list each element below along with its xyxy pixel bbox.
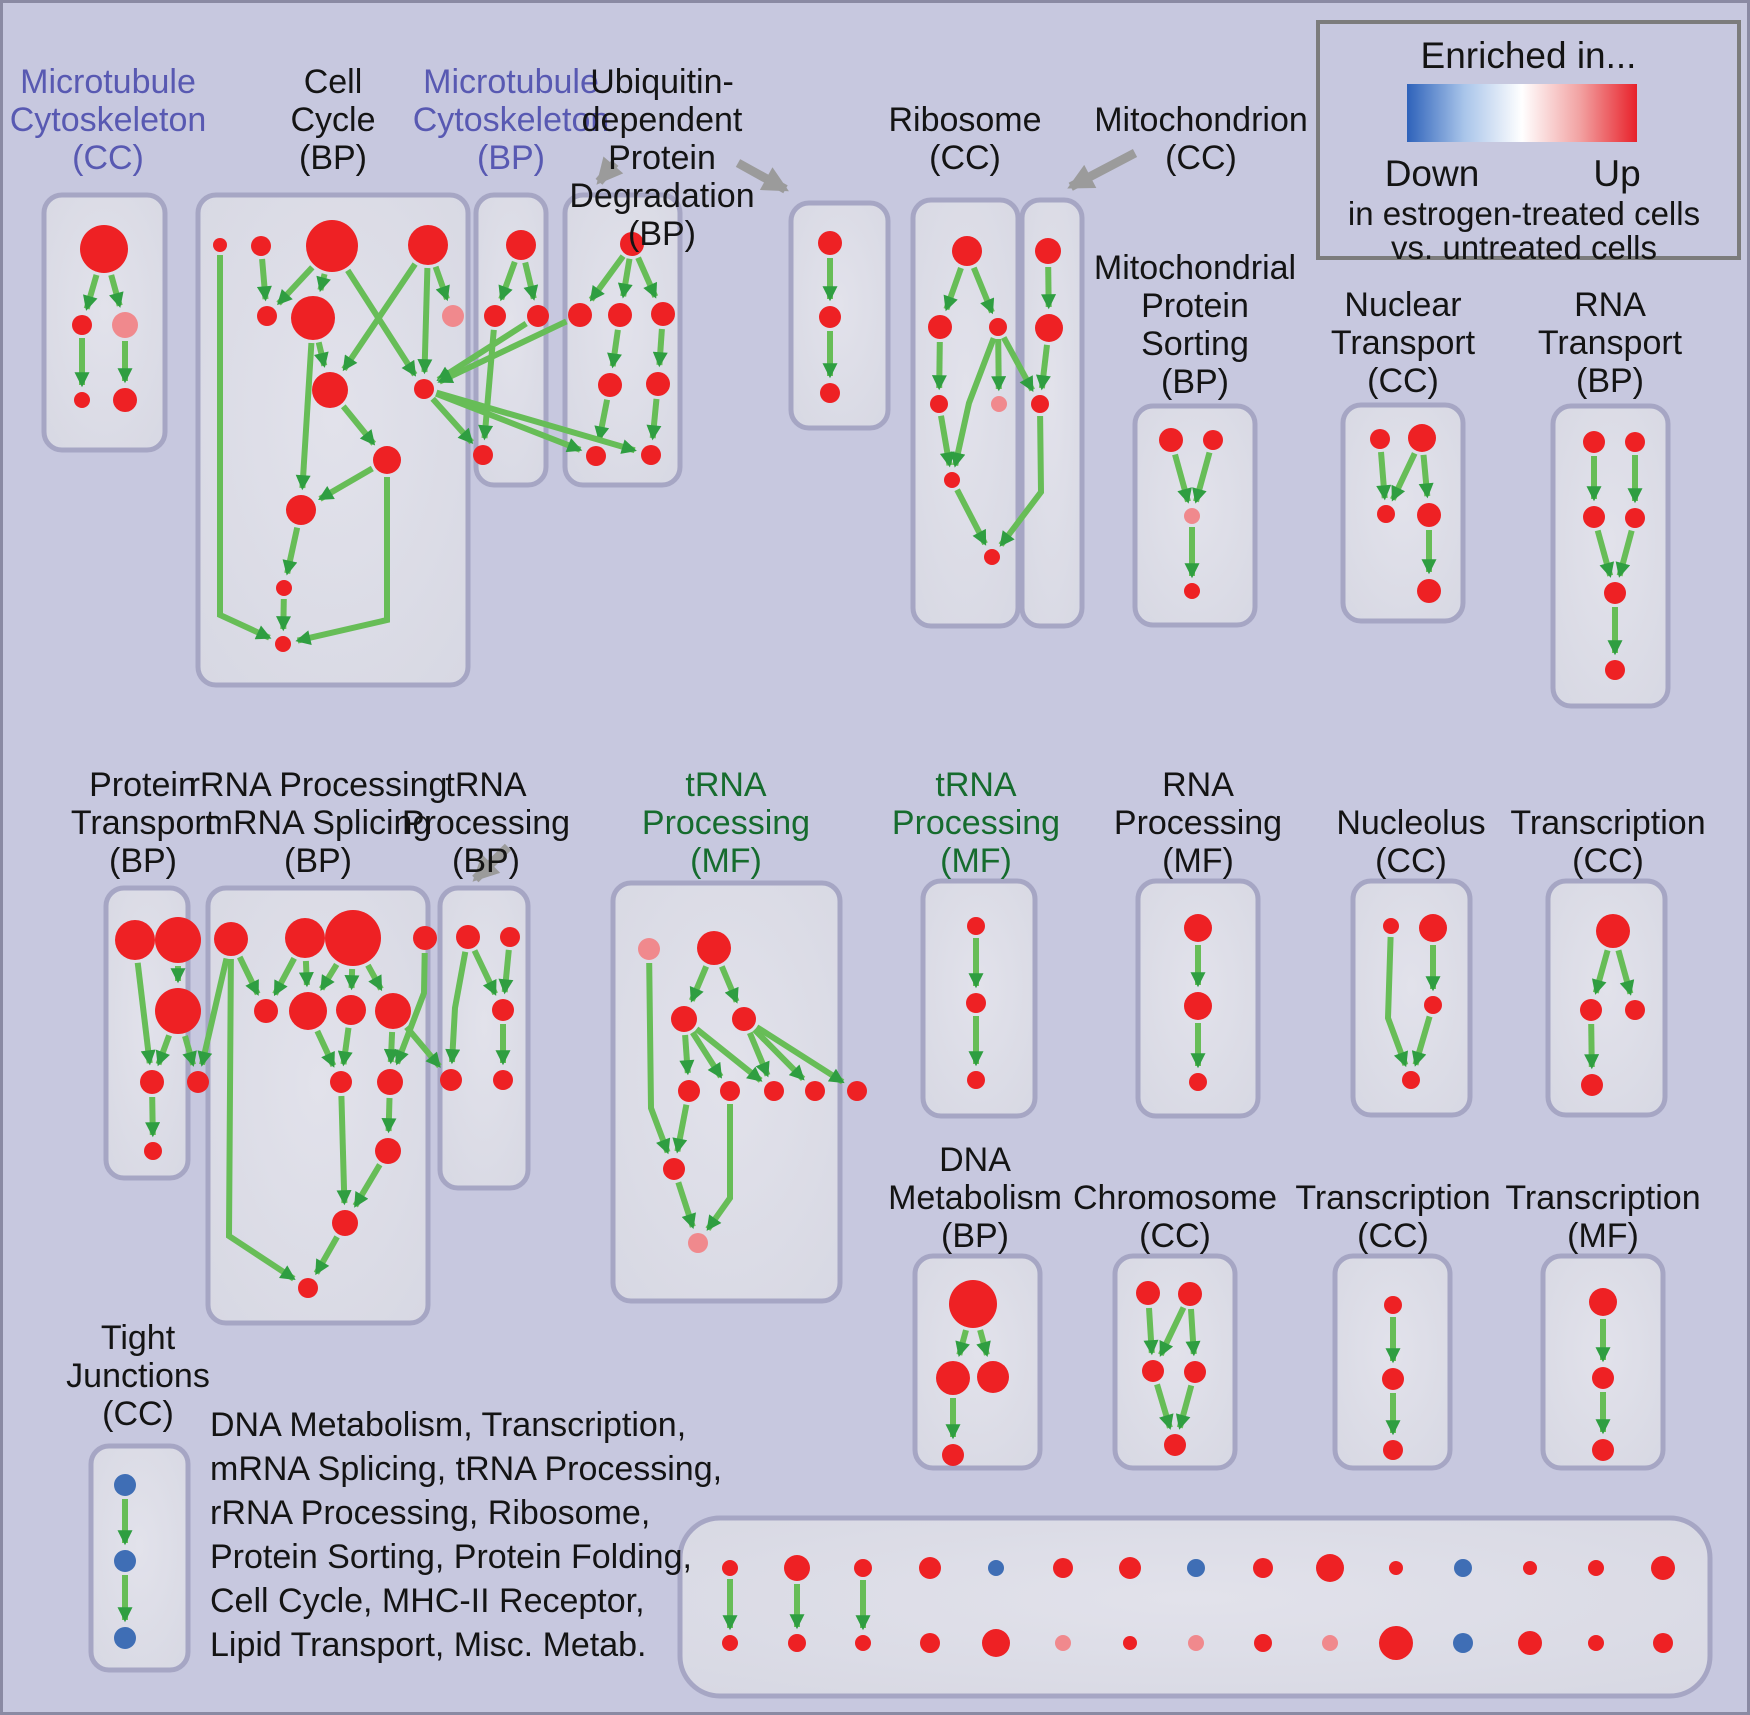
trna-mf-a-node-4 bbox=[678, 1080, 700, 1102]
misc-annotation-line: Cell Cycle, MHC-II Receptor, bbox=[210, 1582, 645, 1620]
shared-terms-node-4 bbox=[988, 1560, 1004, 1576]
shared-terms-node-21 bbox=[1123, 1636, 1137, 1650]
shared-terms-node-29 bbox=[1653, 1633, 1673, 1653]
rrna-mrna-node-5 bbox=[289, 992, 327, 1030]
microtubule-cc-label bbox=[10, 63, 207, 177]
mito-protein-sorting-label-line: Sorting bbox=[1141, 325, 1249, 363]
protein-transport-edge bbox=[152, 1097, 153, 1135]
chromosome-label-line: Chromosome bbox=[1072, 1179, 1278, 1217]
cell-cycle-node-10 bbox=[286, 495, 316, 525]
nucleolus-node-1 bbox=[1419, 914, 1447, 942]
rna-processing-mf-node-1 bbox=[1184, 992, 1212, 1020]
legend bbox=[1316, 20, 1741, 266]
ubiquitin-1-node-4 bbox=[598, 373, 622, 397]
tight-junctions-node-1 bbox=[114, 1550, 136, 1572]
rrna-mrna-node-10 bbox=[375, 1138, 401, 1164]
cell-cycle-node-4 bbox=[257, 306, 277, 326]
microtubule-cc-node-4 bbox=[113, 388, 137, 412]
trna-bp-node-1 bbox=[500, 927, 520, 947]
cell-cycle-node-9 bbox=[373, 446, 401, 474]
misc-annotation-line: rRNA Processing, Ribosome, bbox=[210, 1494, 651, 1532]
ubiquitin-2-node-2 bbox=[820, 383, 840, 403]
ribosome-cc-label-line: Ribosome bbox=[888, 101, 1042, 139]
cell-cycle-edge bbox=[283, 599, 284, 629]
shared-terms-node-15 bbox=[722, 1635, 738, 1651]
microtubule-cc-node-2 bbox=[112, 312, 138, 338]
cell-cycle-node-5 bbox=[291, 296, 335, 340]
rrna-mrna-label-line: rRNA Processing bbox=[188, 766, 448, 804]
tight-junctions-node-0 bbox=[114, 1474, 136, 1496]
trna-mf-b-node-2 bbox=[967, 1071, 985, 1089]
rrna-mrna-node-0 bbox=[214, 922, 248, 956]
cell-cycle-label-line: Cycle bbox=[290, 101, 376, 139]
ribosome-cc-node-6 bbox=[984, 549, 1000, 565]
microtubule-bp-node-2 bbox=[527, 305, 549, 327]
rrna-mrna-node-4 bbox=[254, 999, 278, 1023]
legend-up-label: Up bbox=[1593, 153, 1641, 194]
trna-mf-b-label-line: Processing bbox=[891, 804, 1061, 842]
trna-bp-label bbox=[402, 766, 570, 880]
tight-junctions-node-2 bbox=[114, 1627, 136, 1649]
legend-title: Enriched in... bbox=[1420, 35, 1637, 76]
rna-processing-mf-label-line: RNA bbox=[1162, 766, 1234, 804]
rna-transport-node-4 bbox=[1604, 582, 1626, 604]
ubiquitin-1-edge bbox=[653, 399, 657, 438]
shared-terms-node-12 bbox=[1523, 1561, 1537, 1575]
transcription-cc-b-node-2 bbox=[1383, 1440, 1403, 1460]
dna-metabolism-label-line: (BP) bbox=[941, 1217, 1009, 1255]
trna-bp-node-0 bbox=[456, 925, 480, 949]
transcription-cc-a-node-3 bbox=[1581, 1074, 1603, 1096]
mitochondrion-cc-label bbox=[1094, 101, 1308, 177]
shared-terms-node-8 bbox=[1253, 1558, 1273, 1578]
rrna-mrna-label-line: mRNA Splicing bbox=[204, 804, 432, 842]
rna-transport-label-line: (BP) bbox=[1575, 362, 1644, 400]
protein-transport-label-line: Protein bbox=[89, 766, 197, 804]
shared-terms-node-9 bbox=[1316, 1554, 1344, 1582]
trna-mf-a-node-8 bbox=[847, 1081, 867, 1101]
cell-cycle-edge bbox=[425, 268, 428, 372]
ubiquitin-1-edge bbox=[659, 329, 662, 365]
nuclear-transport-label bbox=[1331, 286, 1475, 400]
nuclear-transport-node-1 bbox=[1408, 424, 1436, 452]
trna-mf-b-node-1 bbox=[966, 993, 986, 1013]
tight-junctions-box bbox=[91, 1446, 188, 1670]
trna-mf-a-node-10 bbox=[688, 1233, 708, 1253]
microtubule-cc-label-line: Microtubule bbox=[20, 63, 196, 101]
ubiquitin-2-node-1 bbox=[819, 306, 841, 328]
rna-transport-node-3 bbox=[1625, 508, 1645, 528]
ribosome-cc-node-5 bbox=[944, 472, 960, 488]
cell-cycle-label-line: Cell bbox=[303, 63, 363, 101]
cell-cycle-label-line: (BP) bbox=[299, 139, 367, 177]
transcription-cc-b-label bbox=[1295, 1179, 1490, 1255]
ubiquitin-1-node-1 bbox=[568, 303, 592, 327]
transcription-mf-node-0 bbox=[1589, 1288, 1617, 1316]
trna-mf-a-node-0 bbox=[638, 938, 660, 960]
cell-cycle-label bbox=[290, 63, 375, 177]
tight-junctions-label-line: Junctions bbox=[66, 1357, 210, 1395]
trna-bp-label-line: (BP) bbox=[451, 842, 520, 880]
protein-transport-node-4 bbox=[187, 1071, 209, 1093]
transcription-mf-node-2 bbox=[1592, 1439, 1614, 1461]
microtubule-bp-node-3 bbox=[473, 445, 493, 465]
tight-junctions-label-line: Tight bbox=[100, 1319, 176, 1357]
cell-cycle-node-3 bbox=[408, 225, 448, 265]
mito-protein-sorting-node-3 bbox=[1184, 583, 1200, 599]
rrna-mrna-node-2 bbox=[325, 910, 381, 966]
mito-protein-sorting-label-line: (BP) bbox=[1161, 363, 1229, 401]
transcription-cc-a-node-2 bbox=[1625, 1000, 1645, 1020]
microtubule-cc-label-line: (CC) bbox=[72, 139, 144, 177]
shared-terms-node-16 bbox=[788, 1634, 806, 1652]
rrna-mrna-node-12 bbox=[298, 1278, 318, 1298]
shared-terms-node-17 bbox=[855, 1635, 871, 1651]
ribosome-cc-node-3 bbox=[930, 395, 948, 413]
rrna-mrna-edge bbox=[389, 1098, 390, 1131]
transcription-mf-node-1 bbox=[1592, 1367, 1614, 1389]
rrna-mrna-edge bbox=[352, 969, 353, 988]
rrna-mrna-edge bbox=[341, 1096, 344, 1203]
rna-transport-node-2 bbox=[1583, 506, 1605, 528]
rna-transport-node-1 bbox=[1625, 432, 1645, 452]
mito-protein-sorting-node-0 bbox=[1159, 428, 1183, 452]
mitochondrion-cc-node-2 bbox=[1031, 395, 1049, 413]
shared-terms-node-1 bbox=[784, 1555, 810, 1581]
trna-bp-node-3 bbox=[440, 1069, 462, 1091]
legend-caption-line1: in estrogen-treated cells bbox=[1347, 195, 1701, 232]
trna-bp-label-line: tRNA bbox=[445, 766, 527, 804]
cell-cycle-node-0 bbox=[213, 238, 227, 252]
ribosome-cc-node-2 bbox=[989, 318, 1007, 336]
transcription-mf-label-line: Transcription bbox=[1505, 1179, 1701, 1217]
transcription-cc-b-node-1 bbox=[1382, 1368, 1404, 1390]
protein-transport-label-line: Transport bbox=[70, 804, 216, 842]
ubiquitin-1-label-line: Protein bbox=[608, 139, 716, 177]
mitochondrion-cc-box bbox=[1022, 200, 1082, 626]
dna-metabolism-node-3 bbox=[942, 1444, 964, 1466]
ubiquitin-1-label-line: (BP) bbox=[628, 215, 696, 253]
cell-cycle-node-8 bbox=[414, 379, 434, 399]
shared-terms-node-10 bbox=[1389, 1561, 1403, 1575]
protein-transport-node-3 bbox=[140, 1070, 164, 1094]
nucleolus-label-line: (CC) bbox=[1375, 842, 1447, 880]
mitochondrion-cc-edge bbox=[1048, 267, 1049, 307]
rrna-mrna-node-1 bbox=[285, 918, 325, 958]
trna-mf-a-label bbox=[642, 766, 810, 880]
shared-terms-node-2 bbox=[854, 1559, 872, 1577]
dna-metabolism-node-1 bbox=[936, 1361, 970, 1395]
ubiquitin-1-label bbox=[569, 63, 754, 253]
ubiquitin-1-label-line: dependent bbox=[581, 101, 743, 139]
nuclear-transport-node-2 bbox=[1377, 505, 1395, 523]
rna-transport-label-line: Transport bbox=[1537, 324, 1683, 362]
chromosome-node-4 bbox=[1164, 1434, 1186, 1456]
transcription-cc-b-node-0 bbox=[1384, 1296, 1402, 1314]
trna-mf-a-node-2 bbox=[671, 1006, 697, 1032]
protein-transport-node-1 bbox=[155, 917, 201, 963]
trna-mf-b-label bbox=[892, 766, 1060, 880]
trna-mf-a-label-line: tRNA bbox=[685, 766, 767, 804]
nuclear-transport-node-4 bbox=[1417, 579, 1441, 603]
rna-processing-mf-label bbox=[1114, 766, 1282, 880]
mito-protein-sorting-label bbox=[1094, 249, 1296, 401]
mitochondrion-cc-node-1 bbox=[1035, 314, 1063, 342]
mito-protein-sorting-label-line: Mitochondrial bbox=[1093, 249, 1297, 287]
microtubule-cc-node-3 bbox=[74, 392, 90, 408]
shared-terms-node-0 bbox=[722, 1560, 738, 1576]
rrna-mrna-edge bbox=[306, 961, 307, 985]
nucleolus-node-0 bbox=[1383, 918, 1399, 934]
rrna-mrna-node-7 bbox=[375, 993, 411, 1029]
rna-transport-box bbox=[1553, 406, 1668, 706]
rna-transport-node-0 bbox=[1583, 431, 1605, 453]
chromosome-node-1 bbox=[1178, 1282, 1202, 1306]
dna-metabolism-label-line: DNA bbox=[939, 1141, 1011, 1179]
shared-terms-node-23 bbox=[1254, 1634, 1272, 1652]
shared-terms-node-27 bbox=[1518, 1631, 1542, 1655]
cell-cycle-node-1 bbox=[251, 236, 271, 256]
dna-metabolism-node-2 bbox=[977, 1361, 1009, 1393]
chromosome-edge bbox=[1149, 1308, 1152, 1353]
trna-mf-a-node-9 bbox=[663, 1158, 685, 1180]
shared-terms-node-25 bbox=[1379, 1626, 1413, 1660]
shared-terms-node-20 bbox=[1055, 1635, 1071, 1651]
microtubule-bp-node-1 bbox=[484, 305, 506, 327]
rrna-mrna-node-8 bbox=[330, 1071, 352, 1093]
transcription-mf-label bbox=[1505, 1179, 1700, 1255]
shared-terms-node-3 bbox=[919, 1557, 941, 1579]
cell-cycle-node-6 bbox=[442, 305, 464, 327]
ribosome-cc-node-0 bbox=[952, 236, 982, 266]
transcription-mf-box bbox=[1543, 1256, 1663, 1468]
transcription-cc-a-label-line: (CC) bbox=[1572, 842, 1644, 880]
cell-cycle-edge bbox=[320, 274, 324, 290]
transcription-cc-a-edge bbox=[1591, 1024, 1592, 1067]
shared-terms-node-5 bbox=[1053, 1558, 1073, 1578]
mito-protein-sorting-node-2 bbox=[1184, 508, 1200, 524]
shared-terms-node-7 bbox=[1187, 1559, 1205, 1577]
cell-cycle-node-2 bbox=[306, 220, 358, 272]
transcription-cc-b-box bbox=[1335, 1256, 1450, 1468]
shared-terms-node-18 bbox=[920, 1633, 940, 1653]
nuclear-transport-label-line: (CC) bbox=[1367, 362, 1439, 400]
nucleolus-label-line: Nucleolus bbox=[1336, 804, 1486, 842]
cell-cycle-node-11 bbox=[276, 580, 292, 596]
rna-processing-mf-label-line: (MF) bbox=[1162, 842, 1234, 880]
misc-annotation-line: Protein Sorting, Protein Folding, bbox=[210, 1538, 692, 1576]
rna-transport-label-line: RNA bbox=[1574, 286, 1646, 324]
rna-transport-label bbox=[1538, 286, 1682, 400]
ubiquitin-1-node-7 bbox=[641, 445, 661, 465]
trna-mf-a-label-line: Processing bbox=[641, 804, 811, 842]
nucleolus-node-2 bbox=[1424, 996, 1442, 1014]
protein-transport-node-5 bbox=[144, 1142, 162, 1160]
misc-annotation-line: mRNA Splicing, tRNA Processing, bbox=[210, 1450, 723, 1488]
rrna-mrna-node-6 bbox=[336, 995, 366, 1025]
protein-transport-label-line: (BP) bbox=[108, 842, 177, 880]
rrna-mrna-node-9 bbox=[377, 1069, 403, 1095]
dna-metabolism-label bbox=[888, 1141, 1062, 1255]
nuclear-transport-edge bbox=[1424, 455, 1428, 496]
nuclear-transport-node-0 bbox=[1370, 429, 1390, 449]
rrna-mrna-edge bbox=[391, 1032, 392, 1062]
dna-metabolism-label-line: Metabolism bbox=[888, 1179, 1062, 1217]
transcription-cc-b-label-line: (CC) bbox=[1357, 1217, 1429, 1255]
microtubule-bp-label-line: (BP) bbox=[476, 139, 545, 177]
cell-cycle-node-7 bbox=[312, 372, 348, 408]
chromosome-node-3 bbox=[1184, 1361, 1206, 1383]
nuclear-transport-label-line: Transport bbox=[1330, 324, 1476, 362]
rrna-mrna-box bbox=[208, 888, 428, 1323]
shared-terms-node-22 bbox=[1188, 1635, 1204, 1651]
chromosome-label bbox=[1073, 1179, 1277, 1255]
misc-terms-annotation bbox=[210, 1403, 722, 1667]
trna-mf-a-edge bbox=[685, 1035, 688, 1073]
nucleolus-label bbox=[1336, 804, 1485, 880]
nucleolus-node-3 bbox=[1402, 1071, 1420, 1089]
trna-mf-a-node-3 bbox=[732, 1007, 756, 1031]
microtubule-cc-node-0 bbox=[80, 225, 128, 273]
shared-terms-node-19 bbox=[982, 1629, 1010, 1657]
ubiquitin-1-node-3 bbox=[651, 302, 675, 326]
microtubule-bp-label-line: Microtubule bbox=[423, 63, 599, 101]
shared-terms-node-26 bbox=[1453, 1633, 1473, 1653]
trna-mf-a-node-5 bbox=[720, 1081, 740, 1101]
dna-metabolism-node-0 bbox=[949, 1280, 997, 1328]
mitochondrion-cc-label-line: (CC) bbox=[1165, 139, 1237, 177]
microtubule-bp-label-line: Cytoskeleton bbox=[412, 101, 610, 139]
cell-cycle-node-12 bbox=[275, 636, 291, 652]
nuclear-transport-edge bbox=[1381, 452, 1385, 498]
chromosome-node-2 bbox=[1142, 1360, 1164, 1382]
tight-junctions-label-line: (CC) bbox=[102, 1395, 174, 1433]
trna-mf-a-label-line: (MF) bbox=[690, 842, 762, 880]
trna-mf-a-node-7 bbox=[805, 1081, 825, 1101]
ubiquitin-2-node-0 bbox=[818, 231, 842, 255]
mito-protein-sorting-node-1 bbox=[1203, 430, 1223, 450]
chromosome-edge bbox=[1191, 1309, 1194, 1354]
chromosome-label-line: (CC) bbox=[1139, 1217, 1211, 1255]
ubiquitin-1-node-2 bbox=[608, 303, 632, 327]
shared-terms-node-14 bbox=[1651, 1556, 1675, 1580]
cell-cycle-edge bbox=[262, 259, 265, 299]
ribosome-cc-label-line: (CC) bbox=[929, 139, 1001, 177]
mito-protein-sorting-label-line: Protein bbox=[1141, 287, 1249, 325]
misc-annotation-line: DNA Metabolism, Transcription, bbox=[210, 1406, 687, 1444]
ubiquitin-1-label-line: Ubiquitin- bbox=[590, 63, 734, 101]
rna-processing-mf-node-0 bbox=[1184, 914, 1212, 942]
rrna-mrna-node-11 bbox=[332, 1210, 358, 1236]
legend-gradient-bar bbox=[1407, 84, 1637, 142]
rna-transport-node-5 bbox=[1605, 660, 1625, 680]
trna-mf-b-node-0 bbox=[967, 917, 985, 935]
shared-terms-node-24 bbox=[1322, 1635, 1338, 1651]
transcription-cc-b-label-line: Transcription bbox=[1295, 1179, 1491, 1217]
chromosome-node-0 bbox=[1136, 1281, 1160, 1305]
shared-terms-box bbox=[680, 1518, 1710, 1696]
ribosome-cc-node-4 bbox=[991, 396, 1007, 412]
ribosome-cc-edge bbox=[939, 342, 940, 388]
legend-down-label: Down bbox=[1384, 153, 1480, 194]
trna-mf-a-node-1 bbox=[697, 931, 731, 965]
nuclear-transport-node-3 bbox=[1417, 503, 1441, 527]
transcription-cc-a-label-line: Transcription bbox=[1510, 804, 1706, 842]
nuclear-transport-label-line: Nuclear bbox=[1344, 286, 1462, 324]
shared-terms-node-11 bbox=[1454, 1559, 1472, 1577]
trna-mf-a-node-6 bbox=[764, 1081, 784, 1101]
misc-annotation-line: Lipid Transport, Misc. Metab. bbox=[210, 1626, 647, 1664]
mitochondrion-cc-node-0 bbox=[1035, 238, 1061, 264]
shared-terms-node-6 bbox=[1119, 1557, 1141, 1579]
ribosome-cc-node-1 bbox=[928, 315, 952, 339]
microtubule-cc-node-1 bbox=[72, 315, 92, 335]
shared-terms-node-28 bbox=[1588, 1635, 1604, 1651]
protein-transport-node-2 bbox=[155, 988, 201, 1034]
ubiquitin-1-label-line: Degradation bbox=[569, 177, 755, 215]
ubiquitin-1-node-5 bbox=[646, 372, 670, 396]
transcription-cc-a-node-0 bbox=[1596, 914, 1630, 948]
tight-junctions-label bbox=[66, 1319, 210, 1433]
microtubule-bp-node-0 bbox=[506, 230, 536, 260]
trna-mf-b-label-line: tRNA bbox=[935, 766, 1017, 804]
ribosome-cc-edge bbox=[998, 339, 999, 389]
trna-bp-label-line: Processing bbox=[401, 804, 571, 842]
ribosome-cc-label bbox=[888, 101, 1041, 177]
trna-bp-edge bbox=[505, 950, 509, 992]
transcription-cc-a-label bbox=[1510, 804, 1705, 880]
ubiquitin-1-node-6 bbox=[586, 446, 606, 466]
legend-caption-line2: vs. untreated cells bbox=[1391, 229, 1657, 266]
trna-bp-node-2 bbox=[492, 999, 514, 1021]
rrna-mrna-node-3 bbox=[413, 926, 437, 950]
nuclear-transport-box bbox=[1343, 405, 1463, 621]
trna-mf-b-label-line: (MF) bbox=[940, 842, 1012, 880]
protein-transport-node-0 bbox=[115, 920, 155, 960]
microtubule-cc-label-line: Cytoskeleton bbox=[9, 101, 207, 139]
rna-processing-mf-node-2 bbox=[1189, 1073, 1207, 1091]
mitochondrion-cc-label-line: Mitochondrion bbox=[1094, 101, 1308, 139]
transcription-mf-label-line: (MF) bbox=[1567, 1217, 1639, 1255]
rrna-mrna-label-line: (BP) bbox=[284, 842, 352, 880]
shared-terms-node-13 bbox=[1588, 1560, 1604, 1576]
transcription-cc-a-node-1 bbox=[1580, 999, 1602, 1021]
rna-processing-mf-label-line: Processing bbox=[1113, 804, 1283, 842]
trna-bp-node-4 bbox=[493, 1070, 513, 1090]
